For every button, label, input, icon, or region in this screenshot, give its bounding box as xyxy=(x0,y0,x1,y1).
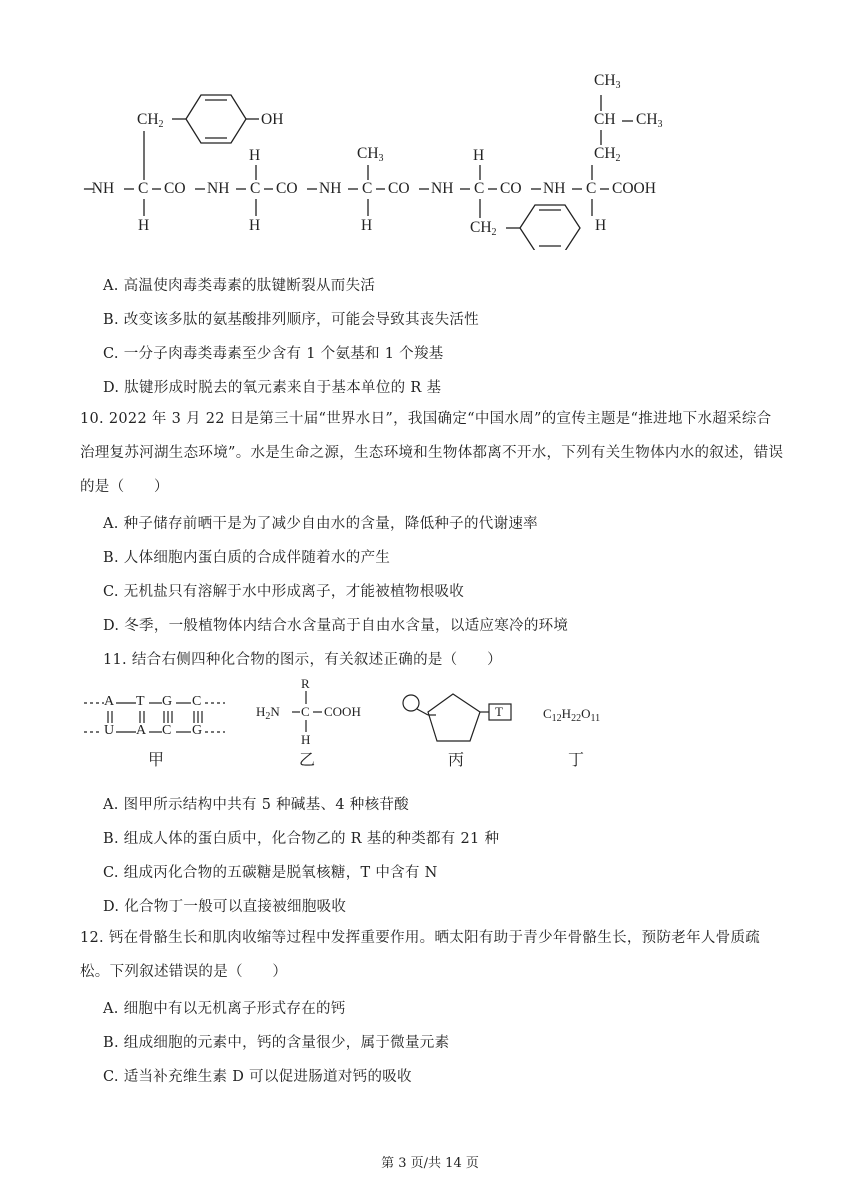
alpha-carbon: C xyxy=(362,180,373,197)
carboxyl-group: COOH xyxy=(324,704,361,719)
base-label: T xyxy=(495,704,503,719)
caption-bing: 丙 xyxy=(448,750,465,769)
q10-stem: 10. 2022 年 3 月 22 日是第三十届“世界水日”，我国确定“中国水周”的宣传主题是“推进地下水超采综合治理复苏河湖生态环境”。水是生命之源，生态环境和生物体都离不开水，下列有关生物体内水的叙述，错误的是（ ） xyxy=(80,411,784,495)
alpha-carbon: C xyxy=(474,180,485,197)
q10-option-a: A. 种子储存前晒干是为了减少自由水的含量，降低种子的代谢速率 xyxy=(103,516,538,532)
q11-option-d: D. 化合物丁一般可以直接被细胞吸收 xyxy=(103,899,347,915)
base-bottom-4: G xyxy=(192,723,203,738)
page-footer: 第 3 页/共 14 页 xyxy=(381,1156,479,1171)
base-bottom-1: U xyxy=(104,723,115,738)
r-group: R xyxy=(301,676,310,691)
caption-yi: 乙 xyxy=(299,750,316,769)
ch2-group: $CH_2$ xyxy=(470,219,497,238)
alpha-carbon: C xyxy=(250,180,261,197)
ch3-group: $CH_3$ xyxy=(357,145,384,164)
caption-jia: 甲 xyxy=(148,750,165,769)
cooh-group: COOH xyxy=(612,180,656,197)
h-atom: H xyxy=(301,732,311,747)
base-bottom-3: C xyxy=(162,723,172,738)
nh-group: NH xyxy=(431,180,454,197)
amino-group: $H_2N$ xyxy=(256,704,280,722)
q12-option-b: B. 组成细胞的元素中，钙的含量很少，属于微量元素 xyxy=(103,1035,450,1051)
caption-ding: 丁 xyxy=(568,750,585,769)
q9-option-b: B. 改变该多肽的氨基酸排列顺序，可能会导致其丧失活性 xyxy=(103,312,479,328)
alpha-carbon: C xyxy=(301,704,310,719)
co-group: CO xyxy=(276,180,298,197)
q11-option-c: C. 组成丙化合物的五碳糖是脱氧核糖，T 中含有 N xyxy=(103,865,438,881)
h-atom: H xyxy=(249,217,261,234)
nh-group: NH xyxy=(543,180,566,197)
q12-stem: 12. 钙在骨骼生长和肌肉收缩等过程中发挥重要作用。晒太阳有助于青少年骨骼生长，预防老年人骨质疏松。下列叙述错误的是（ ） xyxy=(80,930,761,980)
base-top-2: T xyxy=(136,694,145,709)
co-group: CO xyxy=(500,180,522,197)
h-atom: H xyxy=(473,147,485,164)
co-group: CO xyxy=(388,180,410,197)
ch-group: CH xyxy=(594,111,616,128)
molecular-formula: $C_{12}H_{22}O_{11}$ xyxy=(543,706,601,724)
nh-group: –NH xyxy=(84,180,115,197)
q10-option-c: C. 无机盐只有溶解于水中形成离子，才能被植物根吸收 xyxy=(103,584,465,600)
q10-option-d: D. 冬季，一般植物体内结合水含量高于自由水含量，以适应寒冷的环境 xyxy=(103,618,569,634)
h-atom: H xyxy=(249,147,261,164)
ch3-group: $CH_3$ xyxy=(594,72,621,91)
h-atom: H xyxy=(138,217,150,234)
base-top-1: A xyxy=(104,694,115,709)
q10-option-b: B. 人体细胞内蛋白质的合成伴随着水的产生 xyxy=(103,550,391,566)
alpha-carbon: C xyxy=(586,180,597,197)
q11-option-a: A. 图甲所示结构中共有 5 种碱基、4 种核苷酸 xyxy=(103,797,409,813)
ch2-group: $CH_2$ xyxy=(594,145,621,164)
nh-group: NH xyxy=(319,180,342,197)
q12-option-a: A. 细胞中有以无机离子形式存在的钙 xyxy=(103,1001,346,1017)
co-group: CO xyxy=(164,180,186,197)
h-atom: H xyxy=(595,217,607,234)
q11-stem: 11. 结合右侧四种化合物的图示，有关叙述正确的是（ ） xyxy=(103,652,502,668)
ch2-group: $CH_2$ xyxy=(137,111,164,130)
nh-group: NH xyxy=(207,180,230,197)
base-top-4: C xyxy=(192,694,202,709)
alpha-carbon: C xyxy=(138,180,149,197)
ch3-group: $CH_3$ xyxy=(636,111,663,130)
h-atom: H xyxy=(361,217,373,234)
oh-group: OH xyxy=(261,111,284,128)
q12-option-c: C. 适当补充维生素 D 可以促进肠道对钙的吸收 xyxy=(103,1069,412,1085)
base-top-3: G xyxy=(162,694,173,709)
q9-option-d: D. 肽键形成时脱去的氧元素来自于基本单位的 R 基 xyxy=(103,380,442,396)
q11-option-b: B. 组成人体的蛋白质中，化合物乙的 R 基的种类都有 21 种 xyxy=(103,831,500,847)
q9-option-a: A. 高温使肉毒类毒素的肽键断裂从而失活 xyxy=(103,278,376,294)
q9-option-c: C. 一分子肉毒类毒素至少含有 1 个氨基和 1 个羧基 xyxy=(103,346,444,362)
base-bottom-2: A xyxy=(136,723,147,738)
